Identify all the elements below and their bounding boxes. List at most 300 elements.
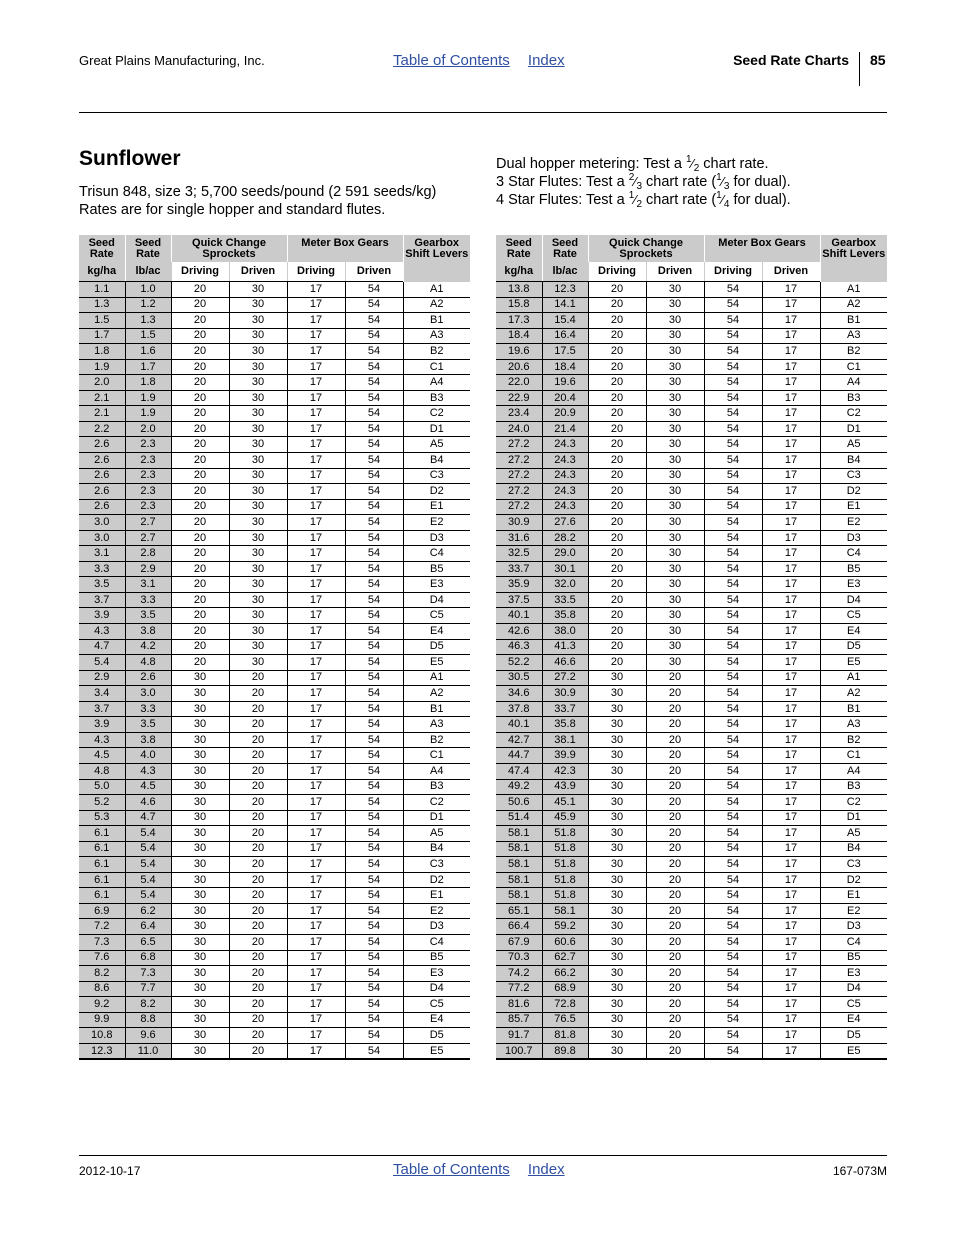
shift-lever-cell: C5 xyxy=(403,608,470,624)
shift-lever-cell: D3 xyxy=(403,530,470,546)
lbac-cell: 2.3 xyxy=(125,468,171,484)
sprocket-driving-cell: 20 xyxy=(588,546,646,562)
seed-rate-table-left xyxy=(79,235,470,1060)
kgha-cell: 4.8 xyxy=(79,763,125,779)
kgha-cell: 27.2 xyxy=(496,453,542,469)
sprocket-driven-cell: 20 xyxy=(646,826,704,842)
sprocket-driving-cell: 30 xyxy=(171,826,229,842)
lbac-cell: 51.8 xyxy=(542,888,588,904)
sprocket-driving-cell: 20 xyxy=(588,624,646,640)
gear-driving-cell: 17 xyxy=(287,966,345,982)
lbac-cell: 3.5 xyxy=(125,717,171,733)
lbac-cell: 51.8 xyxy=(542,841,588,857)
gear-driving-cell: 54 xyxy=(704,686,762,702)
sprocket-driving-cell: 20 xyxy=(171,297,229,313)
shift-lever-cell: A4 xyxy=(403,763,470,779)
gear-driven-cell: 54 xyxy=(345,997,403,1013)
lbac-cell: 1.7 xyxy=(125,359,171,375)
gear-driven-cell: 17 xyxy=(762,561,820,577)
kgha-cell: 9.2 xyxy=(79,997,125,1013)
gear-driven-cell: 54 xyxy=(345,1043,403,1059)
sprocket-driving-cell: 30 xyxy=(588,919,646,935)
lbac-cell: 33.5 xyxy=(542,592,588,608)
gear-driving-cell: 17 xyxy=(287,779,345,795)
gear-driving-cell: 17 xyxy=(287,934,345,950)
gear-driven-cell: 17 xyxy=(762,810,820,826)
kgha-cell: 9.9 xyxy=(79,1012,125,1028)
gear-driving-cell: 54 xyxy=(704,888,762,904)
lbac-cell: 5.4 xyxy=(125,826,171,842)
sprocket-driving-cell: 20 xyxy=(588,297,646,313)
gear-driven-cell: 54 xyxy=(345,779,403,795)
lbac-cell: 4.0 xyxy=(125,748,171,764)
lbac-cell: 2.3 xyxy=(125,453,171,469)
sprocket-driving-cell: 30 xyxy=(588,841,646,857)
sprocket-driving-cell: 20 xyxy=(171,484,229,500)
sprocket-driven-cell: 20 xyxy=(646,763,704,779)
sprocket-driving-cell: 20 xyxy=(171,453,229,469)
sprocket-driving-cell: 20 xyxy=(171,639,229,655)
sprocket-driven-cell: 20 xyxy=(646,997,704,1013)
gear-driving-cell: 54 xyxy=(704,748,762,764)
sprocket-driving-cell: 20 xyxy=(588,359,646,375)
shift-lever-cell: B1 xyxy=(820,701,887,717)
gear-driven-cell: 54 xyxy=(345,857,403,873)
sprocket-driven-cell: 30 xyxy=(229,359,287,375)
shift-lever-cell: B2 xyxy=(820,344,887,360)
lbac-cell: 1.9 xyxy=(125,390,171,406)
lbac-header: lb/ac xyxy=(125,262,171,282)
lbac-cell: 76.5 xyxy=(542,1012,588,1028)
footer-index-link[interactable]: Index xyxy=(527,1161,565,1178)
metering-notes xyxy=(496,155,791,209)
kgha-cell: 17.3 xyxy=(496,313,542,329)
table-row xyxy=(79,966,470,982)
sprocket-driven-cell: 20 xyxy=(646,1028,704,1044)
crop-description xyxy=(79,183,436,219)
table-row xyxy=(496,857,887,873)
kgha-cell: 27.2 xyxy=(496,437,542,453)
kgha-cell: 6.9 xyxy=(79,903,125,919)
sprocket-driven-cell: 30 xyxy=(646,484,704,500)
table-row xyxy=(496,453,887,469)
quick-change-header: Quick Change Sprockets xyxy=(171,235,287,262)
gear-driving-cell: 54 xyxy=(704,406,762,422)
gear-driving-cell: 54 xyxy=(704,732,762,748)
lbac-cell: 6.2 xyxy=(125,903,171,919)
lbac-cell: 5.4 xyxy=(125,888,171,904)
gear-driven-cell: 54 xyxy=(345,406,403,422)
table-row xyxy=(496,779,887,795)
gear-driving-cell: 17 xyxy=(287,717,345,733)
table-row xyxy=(79,888,470,904)
table-row xyxy=(496,468,887,484)
lbac-cell: 7.3 xyxy=(125,966,171,982)
sprocket-driven-cell: 20 xyxy=(646,748,704,764)
table-row xyxy=(79,406,470,422)
table-row xyxy=(496,530,887,546)
lbac-cell: 29.0 xyxy=(542,546,588,562)
shift-lever-cell: D3 xyxy=(820,919,887,935)
gear-driven-cell: 17 xyxy=(762,344,820,360)
kgha-cell: 27.2 xyxy=(496,499,542,515)
gear-driven-cell: 54 xyxy=(345,328,403,344)
shift-lever-cell: B2 xyxy=(820,732,887,748)
gear-driving-cell: 54 xyxy=(704,966,762,982)
sprocket-driving-cell: 20 xyxy=(588,592,646,608)
gear-driven-cell: 17 xyxy=(762,981,820,997)
gear-driving-cell: 54 xyxy=(704,919,762,935)
note-3-star-flutes: 3 Star Flutes: Test a $^2⁄_3$ chart rate ($^1⁄_3$ for dual). xyxy=(496,172,791,192)
lbac-cell: 24.3 xyxy=(542,484,588,500)
table-row xyxy=(79,468,470,484)
shift-lever-cell: B5 xyxy=(820,561,887,577)
gear-driven-cell: 17 xyxy=(762,872,820,888)
sprocket-driven-cell: 30 xyxy=(646,390,704,406)
gear-driven-cell: 17 xyxy=(762,499,820,515)
sprocket-driven-cell: 20 xyxy=(646,872,704,888)
kgha-cell: 42.7 xyxy=(496,732,542,748)
lbac-header: lb/ac xyxy=(542,262,588,282)
meter-box-header: Meter Box Gears xyxy=(287,235,403,262)
sprocket-driven-cell: 30 xyxy=(646,359,704,375)
lbac-cell: 9.6 xyxy=(125,1028,171,1044)
sprocket-driven-cell: 20 xyxy=(646,1043,704,1059)
sprocket-driving-cell: 20 xyxy=(171,390,229,406)
sprocket-driven-cell: 30 xyxy=(646,499,704,515)
shift-lever-cell: B5 xyxy=(403,950,470,966)
sprocket-driving-cell: 20 xyxy=(588,344,646,360)
table-row xyxy=(79,779,470,795)
kgha-cell: 66.4 xyxy=(496,919,542,935)
shift-lever-cell: B3 xyxy=(403,390,470,406)
sprocket-driven-cell: 20 xyxy=(646,950,704,966)
driving-header: Driving xyxy=(287,262,345,282)
sprocket-driving-cell: 30 xyxy=(171,981,229,997)
shift-lever-cell: D4 xyxy=(403,981,470,997)
shift-lever-cell: B4 xyxy=(403,453,470,469)
lbac-cell: 60.6 xyxy=(542,934,588,950)
table-row xyxy=(79,313,470,329)
sprocket-driving-cell: 30 xyxy=(588,1043,646,1059)
seed-rate-table-right xyxy=(496,235,887,1060)
gear-driven-cell: 54 xyxy=(345,530,403,546)
kgha-cell: 12.3 xyxy=(79,1043,125,1059)
lbac-cell: 42.3 xyxy=(542,763,588,779)
driven-header: Driven xyxy=(646,262,704,282)
sprocket-driving-cell: 30 xyxy=(171,997,229,1013)
shift-lever-cell: C1 xyxy=(820,748,887,764)
sprocket-driving-cell: 20 xyxy=(171,530,229,546)
footer-toc-link[interactable]: Table of Contents xyxy=(393,1161,510,1178)
sprocket-driven-cell: 30 xyxy=(646,297,704,313)
table-row xyxy=(79,934,470,950)
table-row xyxy=(496,437,887,453)
gear-driven-cell: 54 xyxy=(345,763,403,779)
shift-lever-cell: C2 xyxy=(403,795,470,811)
sprocket-driving-cell: 20 xyxy=(588,639,646,655)
sprocket-driven-cell: 20 xyxy=(229,763,287,779)
lbac-cell: 45.1 xyxy=(542,795,588,811)
sprocket-driven-cell: 30 xyxy=(229,328,287,344)
table-row xyxy=(496,732,887,748)
sprocket-driving-cell: 30 xyxy=(588,934,646,950)
shift-lever-cell: B4 xyxy=(820,453,887,469)
gear-driving-cell: 17 xyxy=(287,950,345,966)
gear-driven-cell: 54 xyxy=(345,390,403,406)
sprocket-driven-cell: 20 xyxy=(646,966,704,982)
shift-lever-cell: D2 xyxy=(820,872,887,888)
shift-lever-cell: C2 xyxy=(820,795,887,811)
company-name: Great Plains Manufacturing, Inc. xyxy=(79,53,265,68)
shift-lever-cell: A2 xyxy=(820,297,887,313)
table-row xyxy=(79,530,470,546)
kgha-cell: 2.0 xyxy=(79,375,125,391)
gear-driving-cell: 17 xyxy=(287,748,345,764)
gear-driving-cell: 54 xyxy=(704,841,762,857)
lbac-cell: 81.8 xyxy=(542,1028,588,1044)
kgha-cell: 5.2 xyxy=(79,795,125,811)
lbac-cell: 8.2 xyxy=(125,997,171,1013)
gear-driving-cell: 17 xyxy=(287,826,345,842)
gear-driving-cell: 17 xyxy=(287,732,345,748)
table-row xyxy=(496,686,887,702)
gear-driven-cell: 17 xyxy=(762,934,820,950)
shift-lever-cell: E4 xyxy=(403,1012,470,1028)
sprocket-driving-cell: 30 xyxy=(171,810,229,826)
sprocket-driving-cell: 30 xyxy=(171,686,229,702)
table-row xyxy=(79,484,470,500)
gear-driving-cell: 17 xyxy=(287,810,345,826)
gear-driving-cell: 17 xyxy=(287,608,345,624)
gear-driving-cell: 54 xyxy=(704,826,762,842)
gear-driven-cell: 17 xyxy=(762,888,820,904)
table-row xyxy=(79,701,470,717)
sprocket-driving-cell: 30 xyxy=(588,1012,646,1028)
gear-driven-cell: 17 xyxy=(762,313,820,329)
gear-driving-cell: 17 xyxy=(287,841,345,857)
lbac-cell: 2.0 xyxy=(125,421,171,437)
sprocket-driven-cell: 20 xyxy=(229,1012,287,1028)
sprocket-driven-cell: 20 xyxy=(229,966,287,982)
lbac-cell: 24.3 xyxy=(542,437,588,453)
shift-lever-cell: E1 xyxy=(403,499,470,515)
lbac-cell: 20.9 xyxy=(542,406,588,422)
gear-driving-cell: 17 xyxy=(287,484,345,500)
header-divider xyxy=(859,52,860,86)
kgha-cell: 3.0 xyxy=(79,530,125,546)
sprocket-driving-cell: 30 xyxy=(588,795,646,811)
kgha-cell: 27.2 xyxy=(496,468,542,484)
lbac-cell: 4.2 xyxy=(125,639,171,655)
table-row xyxy=(496,1012,887,1028)
table-row xyxy=(496,282,887,298)
table-row xyxy=(496,313,887,329)
gear-driving-cell: 54 xyxy=(704,670,762,686)
gear-driven-cell: 54 xyxy=(345,670,403,686)
shift-lever-cell: E4 xyxy=(820,1012,887,1028)
table-row xyxy=(79,655,470,671)
sprocket-driven-cell: 30 xyxy=(646,561,704,577)
sprocket-driven-cell: 30 xyxy=(229,515,287,531)
sprocket-driving-cell: 20 xyxy=(588,561,646,577)
sprocket-driven-cell: 30 xyxy=(229,484,287,500)
sprocket-driven-cell: 20 xyxy=(229,795,287,811)
sprocket-driving-cell: 20 xyxy=(171,608,229,624)
driven-header: Driven xyxy=(229,262,287,282)
gear-driving-cell: 54 xyxy=(704,359,762,375)
lbac-cell: 17.5 xyxy=(542,344,588,360)
sprocket-driven-cell: 20 xyxy=(229,701,287,717)
sprocket-driving-cell: 30 xyxy=(588,950,646,966)
gear-driven-cell: 54 xyxy=(345,1012,403,1028)
table-row xyxy=(496,1043,887,1059)
sprocket-driving-cell: 20 xyxy=(171,546,229,562)
lbac-cell: 35.8 xyxy=(542,608,588,624)
sprocket-driven-cell: 20 xyxy=(229,872,287,888)
shift-lever-cell: E5 xyxy=(403,1043,470,1059)
table-row xyxy=(79,577,470,593)
gear-driven-cell: 54 xyxy=(345,484,403,500)
table-row xyxy=(496,826,887,842)
gear-driven-cell: 54 xyxy=(345,313,403,329)
sprocket-driving-cell: 20 xyxy=(171,515,229,531)
gear-driving-cell: 17 xyxy=(287,592,345,608)
sprocket-driving-cell: 20 xyxy=(588,421,646,437)
table-row xyxy=(496,903,887,919)
gear-driven-cell: 17 xyxy=(762,530,820,546)
kgha-cell: 19.6 xyxy=(496,344,542,360)
gear-driving-cell: 54 xyxy=(704,499,762,515)
kgha-cell: 2.9 xyxy=(79,670,125,686)
shift-lever-cell: E3 xyxy=(820,577,887,593)
header-toc-link[interactable]: Table of Contents xyxy=(393,52,510,69)
kgha-cell: 6.1 xyxy=(79,826,125,842)
shift-lever-cell: A2 xyxy=(403,297,470,313)
sprocket-driving-cell: 30 xyxy=(171,1043,229,1059)
sprocket-driven-cell: 30 xyxy=(229,639,287,655)
shift-lever-cell: A4 xyxy=(820,375,887,391)
shift-lever-cell: A3 xyxy=(820,328,887,344)
lbac-cell: 32.0 xyxy=(542,577,588,593)
gear-driving-cell: 54 xyxy=(704,763,762,779)
lbac-cell: 3.8 xyxy=(125,732,171,748)
table-row xyxy=(79,1012,470,1028)
lbac-cell: 12.3 xyxy=(542,282,588,298)
gear-driving-cell: 17 xyxy=(287,997,345,1013)
kgha-cell: 70.3 xyxy=(496,950,542,966)
sprocket-driving-cell: 20 xyxy=(588,530,646,546)
sprocket-driven-cell: 30 xyxy=(229,592,287,608)
shift-lever-cell: D1 xyxy=(403,421,470,437)
lbac-cell: 2.9 xyxy=(125,561,171,577)
sprocket-driven-cell: 20 xyxy=(229,826,287,842)
gear-driving-cell: 17 xyxy=(287,888,345,904)
driving-header: Driving xyxy=(171,262,229,282)
sprocket-driven-cell: 30 xyxy=(646,624,704,640)
gear-driven-cell: 17 xyxy=(762,950,820,966)
gear-driven-cell: 17 xyxy=(762,624,820,640)
shift-lever-cell: B1 xyxy=(403,701,470,717)
kgha-cell: 3.7 xyxy=(79,592,125,608)
sprocket-driven-cell: 30 xyxy=(646,313,704,329)
sprocket-driven-cell: 20 xyxy=(646,779,704,795)
sprocket-driving-cell: 20 xyxy=(171,328,229,344)
table-row xyxy=(79,1028,470,1044)
gear-driven-cell: 54 xyxy=(345,748,403,764)
table-row xyxy=(79,453,470,469)
sprocket-driving-cell: 20 xyxy=(171,561,229,577)
table-row xyxy=(79,328,470,344)
kgha-cell: 24.0 xyxy=(496,421,542,437)
gear-driving-cell: 54 xyxy=(704,484,762,500)
table-row xyxy=(496,981,887,997)
lbac-cell: 1.9 xyxy=(125,406,171,422)
shift-lever-cell: C1 xyxy=(820,359,887,375)
kgha-cell: 50.6 xyxy=(496,795,542,811)
lbac-cell: 35.8 xyxy=(542,717,588,733)
sprocket-driving-cell: 30 xyxy=(171,919,229,935)
kgha-cell: 5.0 xyxy=(79,779,125,795)
lbac-cell: 51.8 xyxy=(542,826,588,842)
sprocket-driving-cell: 30 xyxy=(588,810,646,826)
gear-driven-cell: 54 xyxy=(345,701,403,717)
shift-lever-cell: A5 xyxy=(820,826,887,842)
sprocket-driving-cell: 20 xyxy=(588,515,646,531)
gear-driven-cell: 17 xyxy=(762,608,820,624)
sprocket-driving-cell: 30 xyxy=(171,888,229,904)
lbac-cell: 41.3 xyxy=(542,639,588,655)
kgha-cell: 8.2 xyxy=(79,966,125,982)
sprocket-driven-cell: 20 xyxy=(646,934,704,950)
table-row xyxy=(496,810,887,826)
table-row xyxy=(496,328,887,344)
sprocket-driving-cell: 30 xyxy=(171,701,229,717)
kgha-cell: 100.7 xyxy=(496,1043,542,1059)
lbac-cell: 2.7 xyxy=(125,530,171,546)
shift-lever-cell: A3 xyxy=(403,717,470,733)
sprocket-driven-cell: 30 xyxy=(229,453,287,469)
gear-driving-cell: 54 xyxy=(704,297,762,313)
table-row xyxy=(79,359,470,375)
gear-driven-cell: 54 xyxy=(345,453,403,469)
lbac-cell: 19.6 xyxy=(542,375,588,391)
gear-driven-cell: 17 xyxy=(762,453,820,469)
gear-driving-cell: 54 xyxy=(704,390,762,406)
kgha-cell: 40.1 xyxy=(496,608,542,624)
gear-driving-cell: 17 xyxy=(287,499,345,515)
section-title: Seed Rate Charts xyxy=(733,52,849,68)
lbac-cell: 11.0 xyxy=(125,1043,171,1059)
sprocket-driven-cell: 30 xyxy=(646,344,704,360)
gear-driven-cell: 17 xyxy=(762,375,820,391)
header-index-link[interactable]: Index xyxy=(527,52,565,69)
shift-lever-cell: B4 xyxy=(403,841,470,857)
sprocket-driving-cell: 20 xyxy=(171,282,229,298)
gear-driven-cell: 17 xyxy=(762,701,820,717)
gear-driven-cell: 17 xyxy=(762,546,820,562)
gear-driving-cell: 54 xyxy=(704,530,762,546)
lbac-cell: 3.3 xyxy=(125,701,171,717)
kgha-cell: 1.1 xyxy=(79,282,125,298)
kgha-cell: 65.1 xyxy=(496,903,542,919)
sprocket-driven-cell: 30 xyxy=(646,468,704,484)
shift-lever-cell: E1 xyxy=(820,888,887,904)
table-row xyxy=(79,561,470,577)
gear-driving-cell: 17 xyxy=(287,1028,345,1044)
lbac-cell: 1.3 xyxy=(125,313,171,329)
gear-driving-cell: 54 xyxy=(704,795,762,811)
